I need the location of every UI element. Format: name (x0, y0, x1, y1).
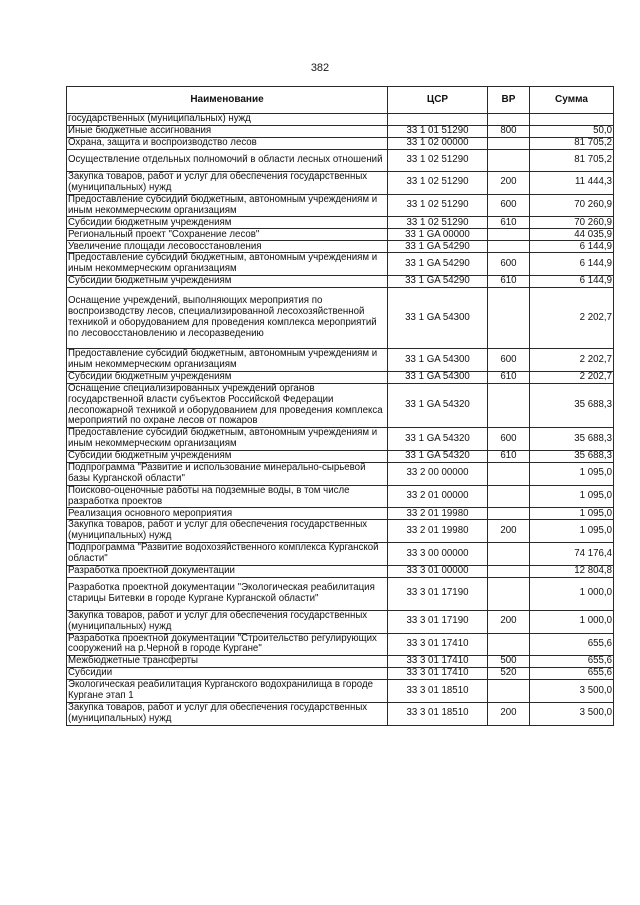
row-vr: 200 (488, 610, 530, 633)
row-csr: 33 1 GA 54290 (388, 253, 488, 276)
row-vr: 610 (488, 217, 530, 229)
table-row (67, 520, 614, 543)
row-csr: 33 1 GA 54290 (388, 276, 488, 288)
row-vr: 610 (488, 276, 530, 288)
row-vr (488, 463, 530, 486)
row-name: Закупка товаров, работ и услуг для обеспечения государственных (муниципальных) нужд (67, 520, 388, 543)
row-name: Подпрограмма "Развитие и использование минерально-сырьевой базы Курганской области" (67, 463, 388, 486)
row-name: Разработка проектной документации "Экологическая реабилитация старицы Битевки в городе Кургане Курганской области" (67, 577, 388, 610)
row-vr (488, 383, 530, 427)
row-csr: 33 3 01 17190 (388, 610, 488, 633)
row-vr (488, 680, 530, 703)
table-row (67, 543, 614, 566)
table-row (67, 703, 614, 726)
table-row (67, 680, 614, 703)
row-csr: 33 2 01 19980 (388, 520, 488, 543)
row-vr: 800 (488, 126, 530, 138)
row-sum: 1 095,0 (530, 485, 614, 508)
row-name: Охрана, защита и воспроизводство лесов (67, 138, 388, 150)
row-sum: 70 260,9 (530, 217, 614, 229)
row-vr (488, 485, 530, 508)
row-sum: 81 705,2 (530, 138, 614, 150)
row-name: Подпрограмма "Развитие водохозяйственного комплекса Курганской области" (67, 543, 388, 566)
row-sum: 1 095,0 (530, 463, 614, 486)
table-row (67, 633, 614, 656)
row-vr (488, 150, 530, 172)
table-row (67, 126, 614, 138)
row-sum: 1 000,0 (530, 577, 614, 610)
table-row (67, 463, 614, 486)
table-header (67, 87, 614, 114)
row-vr: 200 (488, 703, 530, 726)
row-csr: 33 3 01 17410 (388, 656, 488, 668)
row-name: Иные бюджетные ассигнования (67, 126, 388, 138)
row-sum: 50,0 (530, 126, 614, 138)
row-vr: 500 (488, 656, 530, 668)
header-vr: ВР (488, 87, 530, 114)
row-vr: 200 (488, 172, 530, 195)
table-row (67, 276, 614, 288)
table-row (67, 577, 614, 610)
row-sum: 655,6 (530, 668, 614, 680)
table-row (67, 610, 614, 633)
row-csr: 33 1 GA 54290 (388, 241, 488, 253)
row-name: Осуществление отдельных полномочий в области лесных отношений (67, 150, 388, 172)
row-csr: 33 1 GA 54320 (388, 428, 488, 451)
table-row (67, 253, 614, 276)
row-sum (530, 114, 614, 126)
header-name: Наименование (67, 87, 388, 114)
row-sum: 3 500,0 (530, 703, 614, 726)
row-name: Предоставление субсидий бюджетным, автономным учреждениям и иным некоммерческим организациям (67, 349, 388, 372)
row-vr (488, 633, 530, 656)
row-sum: 11 444,3 (530, 172, 614, 195)
row-csr: 33 1 01 51290 (388, 126, 488, 138)
row-sum: 12 804,8 (530, 565, 614, 577)
row-vr: 610 (488, 371, 530, 383)
table-row (67, 241, 614, 253)
page-number: 382 (310, 62, 330, 74)
row-vr (488, 229, 530, 241)
row-csr: 33 1 GA 54300 (388, 371, 488, 383)
row-name: Увеличение площади лесовосстановления (67, 241, 388, 253)
header-row (67, 87, 614, 114)
row-sum: 35 688,3 (530, 383, 614, 427)
table-row (67, 229, 614, 241)
table-row (67, 114, 614, 126)
row-csr: 33 2 00 00000 (388, 463, 488, 486)
row-sum: 3 500,0 (530, 680, 614, 703)
row-vr (488, 138, 530, 150)
row-name: Субсидии бюджетным учреждениям (67, 276, 388, 288)
table-row (67, 371, 614, 383)
row-csr: 33 1 GA 54320 (388, 383, 488, 427)
row-csr: 33 1 02 51290 (388, 150, 488, 172)
table-row (67, 508, 614, 520)
row-vr: 200 (488, 520, 530, 543)
table-row (67, 194, 614, 217)
row-vr (488, 288, 530, 349)
row-csr: 33 1 GA 54320 (388, 451, 488, 463)
row-name: Оснащение специализированных учреждений органов государственной власти субъектов Российской Федерации лесопожарной техникой и оборудованием для проведения комплекса мероприятий по охране лесов от пожаров (67, 383, 388, 427)
row-sum: 655,6 (530, 633, 614, 656)
row-name: Субсидии (67, 668, 388, 680)
row-sum: 2 202,7 (530, 349, 614, 372)
row-sum: 70 260,9 (530, 194, 614, 217)
row-csr: 33 1 GA 00000 (388, 229, 488, 241)
row-name: Межбюджетные трансферты (67, 656, 388, 668)
row-csr: 33 1 GA 54300 (388, 288, 488, 349)
row-vr: 610 (488, 451, 530, 463)
row-vr: 600 (488, 428, 530, 451)
row-csr: 33 1 02 51290 (388, 194, 488, 217)
row-sum: 35 688,3 (530, 428, 614, 451)
row-name: Экологическая реабилитация Курганского водохранилища в городе Кургане этап 1 (67, 680, 388, 703)
row-vr (488, 241, 530, 253)
table-row (67, 288, 614, 349)
row-name: Субсидии бюджетным учреждениям (67, 371, 388, 383)
row-name: Закупка товаров, работ и услуг для обеспечения государственных (муниципальных) нужд (67, 610, 388, 633)
row-vr: 520 (488, 668, 530, 680)
row-sum: 74 176,4 (530, 543, 614, 566)
table-body (67, 114, 614, 726)
table-row (67, 428, 614, 451)
row-csr: 33 3 01 17190 (388, 577, 488, 610)
row-csr: 33 1 02 51290 (388, 172, 488, 195)
row-vr: 600 (488, 349, 530, 372)
row-csr: 33 3 01 17410 (388, 633, 488, 656)
row-name: государственных (муниципальных) нужд (67, 114, 388, 126)
row-vr: 600 (488, 253, 530, 276)
row-vr: 600 (488, 194, 530, 217)
budget-table (66, 86, 614, 726)
table-row (67, 565, 614, 577)
row-csr: 33 1 02 00000 (388, 138, 488, 150)
row-name: Разработка проектной документации (67, 565, 388, 577)
row-name: Поисково-оценочные работы на подземные воды, в том числе разработка проектов (67, 485, 388, 508)
row-csr: 33 2 01 19980 (388, 508, 488, 520)
table-row (67, 668, 614, 680)
header-csr: ЦСР (388, 87, 488, 114)
row-name: Реализация основного мероприятия (67, 508, 388, 520)
row-vr (488, 543, 530, 566)
row-csr (388, 114, 488, 126)
row-csr: 33 3 01 17410 (388, 668, 488, 680)
row-csr: 33 2 01 00000 (388, 485, 488, 508)
row-csr: 33 3 01 18510 (388, 703, 488, 726)
row-name: Разработка проектной документации "Строительство регулирующих сооружений на р.Черной в городе Кургане" (67, 633, 388, 656)
row-sum: 6 144,9 (530, 276, 614, 288)
row-name: Субсидии бюджетным учреждениям (67, 217, 388, 229)
row-csr: 33 3 01 00000 (388, 565, 488, 577)
table-row (67, 656, 614, 668)
row-sum: 6 144,9 (530, 253, 614, 276)
row-vr (488, 508, 530, 520)
row-name: Закупка товаров, работ и услуг для обеспечения государственных (муниципальных) нужд (67, 172, 388, 195)
row-name: Закупка товаров, работ и услуг для обеспечения государственных (муниципальных) нужд (67, 703, 388, 726)
row-sum: 44 035,9 (530, 229, 614, 241)
row-sum: 1 000,0 (530, 610, 614, 633)
table-row (67, 150, 614, 172)
row-vr (488, 565, 530, 577)
row-vr (488, 577, 530, 610)
row-sum: 81 705,2 (530, 150, 614, 172)
row-name: Предоставление субсидий бюджетным, автономным учреждениям и иным некоммерческим организациям (67, 428, 388, 451)
row-csr: 33 3 00 00000 (388, 543, 488, 566)
row-csr: 33 1 02 51290 (388, 217, 488, 229)
table-row (67, 138, 614, 150)
row-name: Предоставление субсидий бюджетным, автономным учреждениям и иным некоммерческим организациям (67, 253, 388, 276)
row-csr: 33 1 GA 54300 (388, 349, 488, 372)
row-sum: 1 095,0 (530, 508, 614, 520)
table-row (67, 172, 614, 195)
row-csr: 33 3 01 18510 (388, 680, 488, 703)
row-name: Предоставление субсидий бюджетным, автономным учреждениям и иным некоммерческим организациям (67, 194, 388, 217)
header-sum: Сумма (530, 87, 614, 114)
row-vr (488, 114, 530, 126)
row-sum: 655,6 (530, 656, 614, 668)
row-name: Региональный проект "Сохранение лесов" (67, 229, 388, 241)
table-row (67, 383, 614, 427)
row-sum: 2 202,7 (530, 288, 614, 349)
table-row (67, 451, 614, 463)
row-sum: 35 688,3 (530, 451, 614, 463)
table-row (67, 485, 614, 508)
row-name: Оснащение учреждений, выполняющих мероприятия по воспроизводству лесов, специализированной лесохозяйственной техникой и оборудованием для проведения комплекса мероприятий по лесовосстановлению и лесоразведению (67, 288, 388, 349)
table-row (67, 217, 614, 229)
row-sum: 6 144,9 (530, 241, 614, 253)
row-sum: 2 202,7 (530, 371, 614, 383)
row-name: Субсидии бюджетным учреждениям (67, 451, 388, 463)
table-row (67, 349, 614, 372)
row-sum: 1 095,0 (530, 520, 614, 543)
